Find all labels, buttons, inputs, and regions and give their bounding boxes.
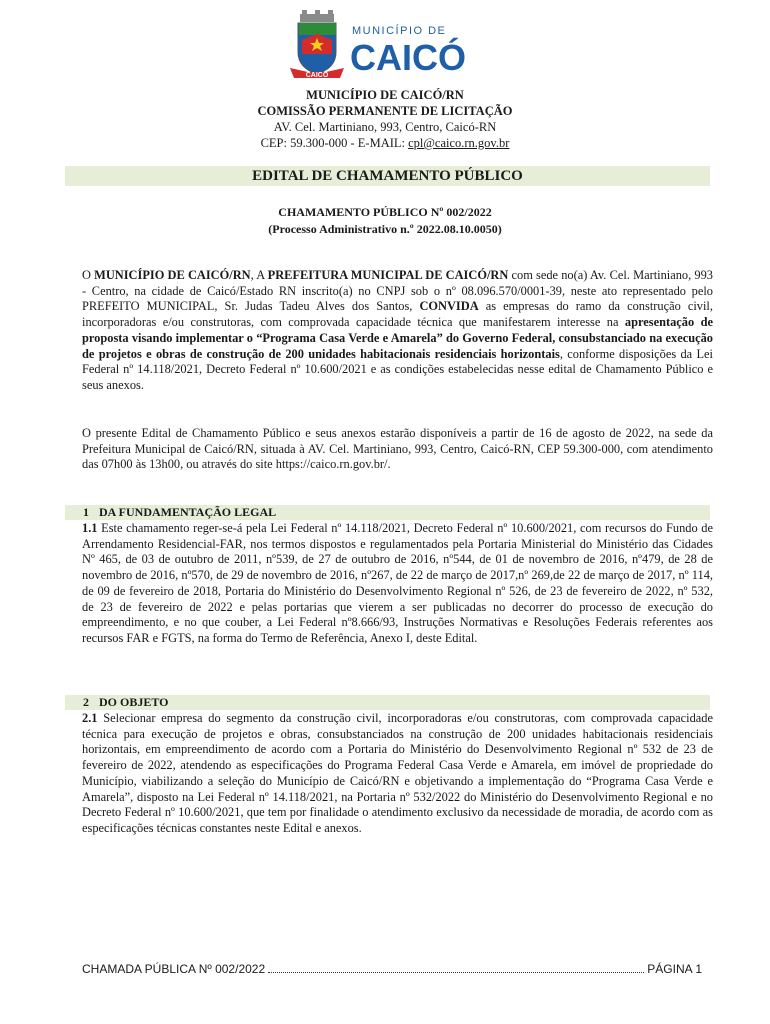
section-2-heading: 2 DO OBJETO — [65, 695, 710, 710]
call-number: CHAMAMENTO PÚBLICO Nº 002/2022 — [278, 205, 492, 219]
page-number: PÁGINA 1 — [647, 962, 702, 976]
footer-leader — [268, 963, 644, 973]
logo-big-text: CAICÓ — [350, 37, 466, 78]
header-commission: COMISSÃO PERMANENTE DE LICITAÇÃO — [257, 104, 513, 118]
logo-ribbon-text: CAICÓ — [305, 72, 329, 79]
section-1-body: 1.1 Este chamamento reger-se-á pela Lei Federal nº 14.118/2021, Decreto Federal nº 10.600/2021, com recursos do Fundo de Arrendamento Residencial-FAR, nos termos dispostos e regulamentados pela Portaria Ministerial do Ministério das Cidades Nº 465, de 03 de outubro de 2011, nº539, de 27 de outubro de 2016, nº544, de 01 de novembro de 2016, nº479, de 28 de novembro de 2016, nº570, de 29 de novembro de 2016, nº267, de 22 de março de 2017,nº 269,de 22 de março de 2017, nº 114, de 09 de fevereiro de 2018, Portaria do Ministério do Desenvolvimento Regional nº 526, de 23 de fevereiro de 2022, nº 532, de 23 de fevereiro de 2022 e pelas portarias que vierem a ser publicadas no decorrer do processo de execução do empreendimento, e no que couber, a Lei Federal nº8.666/93, Instruções Normativas e Resoluções Federais referentes aos recursos FAR e FGTS, na forma do Termo de Referência, Anexo I, deste Edital. — [82, 521, 713, 645]
header-contact: CEP: 59.300-000 - E-MAIL: cpl@caico.rn.gov.br — [260, 136, 510, 150]
header-address: AV. Cel. Martiniano, 993, Centro, Caicó-RN — [273, 120, 497, 134]
availability-paragraph: O presente Edital de Chamamento Público e seus anexos estarão disponíveis a partir de 16 de agosto de 2022, na sede da Prefeitura Municipal de Caicó/RN, situada à AV. Cel. Martiniano, 993, Centro, Caicó-RN, CEP 59.300-000, com atendimento das 07h00 às 13h00, ou através do site https://caico.rn.gov.br/. — [82, 426, 713, 472]
footer-title: CHAMADA PÚBLICA Nº 002/2022 — [82, 962, 266, 976]
email-link[interactable]: cpl@caico.rn.gov.br — [408, 136, 510, 150]
municipality-logo — [288, 10, 478, 84]
document-title: EDITAL DE CHAMAMENTO PÚBLICO — [65, 166, 710, 186]
process-number: (Processo Administrativo n.º 2022.08.10.0050) — [268, 222, 502, 236]
section-1-heading: 1 DA FUNDAMENTAÇÃO LEGAL — [65, 505, 710, 520]
coat-of-arms-icon — [288, 10, 478, 84]
logo-small-text: MUNICÍPIO DE — [352, 25, 447, 37]
page-footer — [82, 962, 702, 976]
intro-paragraph: O MUNICÍPIO DE CAICÓ/RN, A PREFEITURA MUNICIPAL DE CAICÓ/RN com sede no(a) Av. Cel. Martiniano, 993 - Centro, na cidade de Caicó/Estado RN inscrito(a) no CNPJ sob o nº 08.096.570/0001-39, neste ato representado pelo PREFEITO MUNICIPAL, Sr. Judas Tadeu Alves dos Santos, CONVIDA as empresas do ramo da construção civil, incorporadoras e/ou construtoras, com comprovada capacidade técnica que manifestarem interesse na apresentação de proposta visando implementar o “Programa Casa Verde e Amarela” do Governo Federal, consubstanciado na execução de projetos e obras de construção de 200 unidades habitacionais residenciais horizontais, conforme disposições da Lei Federal nº 14.118/2021, Decreto Federal nº 10.600/2021 e as condições estabelecidas nesse edital de Chamamento Público e seus anexos. — [82, 268, 714, 392]
header-municipality: MUNICÍPIO DE CAICÓ/RN — [306, 88, 464, 102]
section-2-body: 2.1 Selecionar empresa do segmento da construção civil, incorporadoras e/ou construtoras, com comprovada capacidade técnica para execução de projetos e obras, consubstanciados na construção de 200 unidades habitacionais residenciais horizontais, em empreendimento de acordo com a Portaria do Ministério do Desenvolvimento Regional nº 532 de 23 de fevereiro de 2022, atendendo as especificações do Programa Federal Casa Verde e Amarela, em imóvel de propriedade do Município, viabilizando a seleção do Município de Caicó/RN e objetivando a implementação do “Programa Casa Verde e Amarela”, disposto na Lei Federal nº 14.118/2021, na Portaria nº 532/2022 do Ministério do Desenvolvimento Regional e no Decreto Federal nº 10.600/2021, que tem por finalidade o atendimento exclusivo da necessidade de moradia, de acordo com as especificações técnicas constantes neste Edital e anexos. — [82, 711, 713, 835]
